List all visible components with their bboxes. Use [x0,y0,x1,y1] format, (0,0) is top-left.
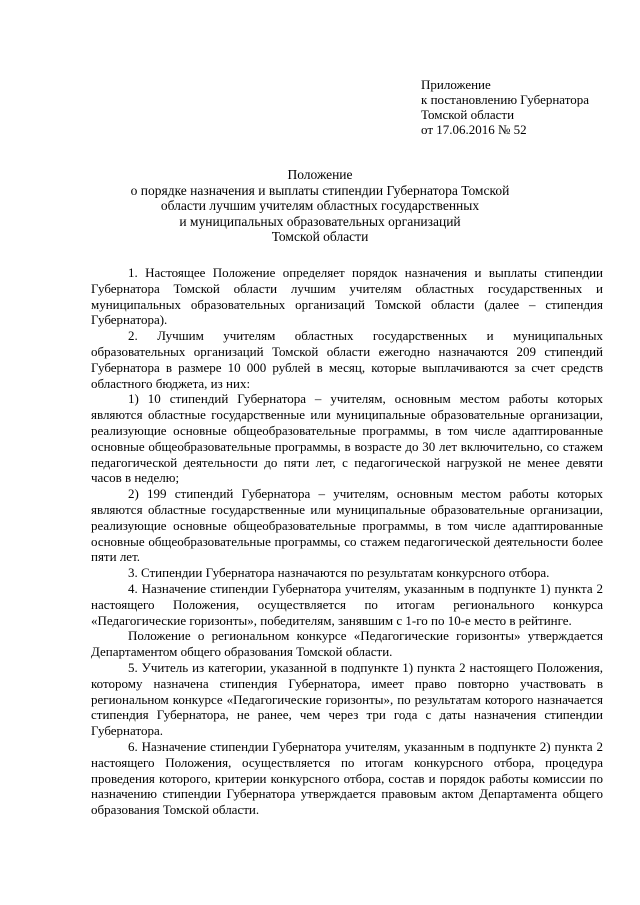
paragraph-4-note: Положение о региональном конкурсе «Педагогические горизонты» утверждается Департаментом общего образования Томской области. [91,628,603,660]
appendix-line: Приложение [421,77,491,92]
paragraph-2: 2. Лучшим учителям областных государственных и муниципальных образовательных организаций Томской области ежегодно назначаются 209 стипендий Губернатора в размере 10 000 рублей в месяц, которые выплачиваются за счет средств областного бюджета, из них: [91,328,603,391]
paragraph-5: 5. Учитель из категории, указанной в подпункте 1) пункта 2 настоящего Положения, которому назначена стипендия Губернатора, имеет право повторно участвовать в региональном конкурсе «Педагогические горизонты», по результатам которого назначается стипендия Губернатора, не ранее, чем через три года с даты назначения стипендии Губернатора. [91,659,603,739]
title-line: и муниципальных образовательных организаций [179,213,461,229]
title-line: Положение [287,167,353,182]
title-line: о порядке назначения и выплаты стипендии Губернатора Томской [130,182,510,198]
paragraph-6: 6. Назначение стипендии Губернатора учителям, указанным в подпункте 2) пункта 2 настоящего Положения, осуществляется по итогам конкурсного отбора, процедура проведения которого, критерии конкурсного отбора, состав и порядок работы комиссии по назначению стипендии Губернатора утверждается правовым актом Департамента общего образования Томской области. [91,738,603,818]
paragraph-2-2: 2) 199 стипендий Губернатора – учителям, основным местом работы которых являются областные государственные или муниципальные образовательные организации, реализующие основные общеобразовательные программы, в том числе адаптированные основные общеобразовательные программы, со стажем педагогической деятельности более пяти лет. [91,486,603,565]
appendix-header [421,77,621,137]
document-title [100,167,540,245]
title-line: Томской области [271,229,369,244]
paragraph-1: 1. Настоящее Положение определяет порядок назначения и выплаты стипендии Губернатора Томской области лучшим учителям областных государственных и муниципальных образовательных организаций Томской области (далее – стипендия Губернатора). [91,265,603,328]
document-body [91,265,603,818]
paragraph-4: 4. Назначение стипендии Губернатора учителям, указанным в подпункте 1) пункта 2 настоящего Положения, осуществляется по итогам регионального конкурса «Педагогические горизонты», победителям, занявшим с 1-го по 10-е место в рейтинге. [91,580,603,628]
paragraph-3: 3. Стипендии Губернатора назначаются по результатам конкурсного отбора. [128,565,550,581]
appendix-line: Томской области [421,107,515,122]
appendix-line: к постановлению Губернатора [421,92,590,107]
appendix-line: от 17.06.2016 № 52 [421,122,527,137]
title-line: области лучшим учителям областных государственных [160,198,480,213]
paragraph-2-1: 1) 10 стипендий Губернатора – учителям, основным местом работы которых являются областные государственные или муниципальные образовательные организации, реализующие основные общеобразовательные программы, в том числе адаптированные основные общеобразовательные программы, в возрасте до 30 лет включительно, со стажем педагогической деятельности до пяти лет, с педагогической нагрузкой не менее девяти часов в неделю; [91,391,603,486]
